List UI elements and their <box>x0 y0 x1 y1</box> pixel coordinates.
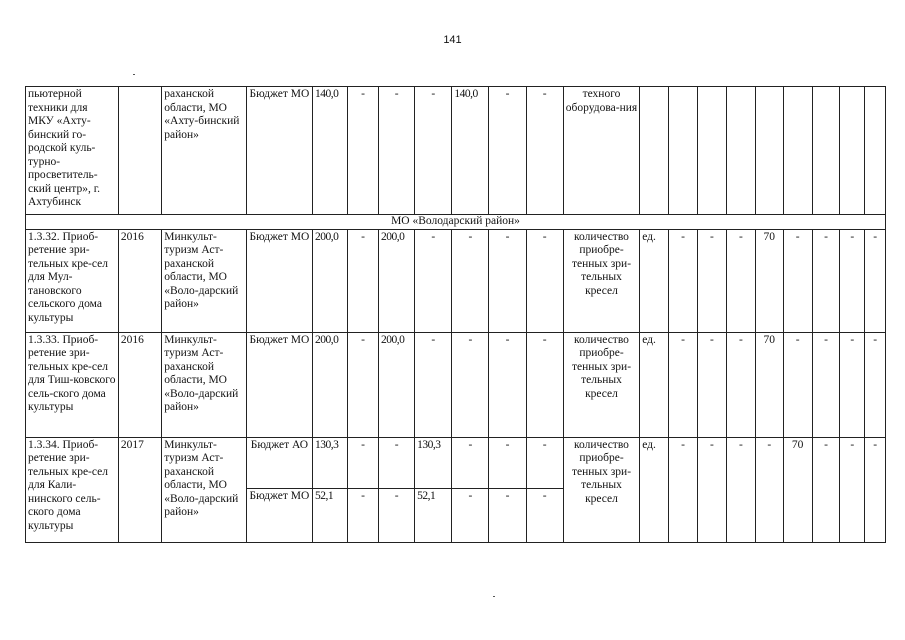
indicator-value: - <box>865 332 886 437</box>
indicator-value: - <box>865 229 886 332</box>
funding-2019: - <box>526 229 563 332</box>
indicator-name: количество приобре-тенных зри-тельных кресел <box>563 229 639 332</box>
funding-2019: - <box>526 332 563 437</box>
page-number: 141 <box>443 34 462 46</box>
indicator-value: - <box>669 332 698 437</box>
measure-name: пьютерной техники для МКУ «Ахту-бинский го-родской куль-турно-просветитель-ский центр», г. Ахтубинск <box>26 87 119 215</box>
program-table <box>25 86 886 543</box>
funding-2019: - <box>526 87 563 215</box>
indicator-value: - <box>698 437 727 542</box>
measure-executor: Минкульт-туризм Аст-раханской области, МО «Воло-дарский район» <box>162 332 247 437</box>
indicator-value: - <box>726 437 755 542</box>
indicator-unit: ед. <box>640 437 669 542</box>
measure-year: 2017 <box>118 437 161 542</box>
indicator-value: - <box>783 332 812 437</box>
funding-2018: - <box>489 332 526 437</box>
funding-2014: - <box>348 87 379 215</box>
funding-2014: - <box>348 332 379 437</box>
funding-2017: - <box>452 229 489 332</box>
section-title: МО «Володарский район» <box>26 215 886 230</box>
measure-executor: Минкульт-туризм Аст-раханской области, МО «Воло-дарский район» <box>162 437 247 542</box>
indicator-value: 70 <box>755 332 783 437</box>
indicator-name: количество приобре-тенных зри-тельных кресел <box>563 332 639 437</box>
funding-2016: - <box>415 87 452 215</box>
indicator-value: - <box>783 229 812 332</box>
measure-name: 1.3.34. Приоб-ретение зри-тельных кре-сел для Кали-нинского сель-ского дома культуры <box>26 437 119 542</box>
scan-speck <box>133 74 135 75</box>
indicator-name: техного оборудова-ния <box>563 87 639 215</box>
indicator-value: - <box>726 332 755 437</box>
indicator-value: - <box>812 332 840 437</box>
measure-executor: Минкульт-туризм Аст-раханской области, МО «Воло-дарский район» <box>162 229 247 332</box>
funding-source: Бюджет МО <box>246 87 312 215</box>
scan-speck <box>493 596 495 597</box>
indicator-value: - <box>840 229 865 332</box>
funding-total: 52,1 <box>312 488 347 542</box>
funding-2019: - <box>526 488 563 542</box>
section-row <box>26 215 886 230</box>
measure-name: 1.3.33. Приоб-ретение зри-тельных кре-сел для Тиш-ковского сель-ского дома культуры <box>26 332 119 437</box>
indicator-value: - <box>698 229 727 332</box>
funding-2018: - <box>489 437 526 488</box>
table-row <box>26 87 886 215</box>
measure-year: 2016 <box>118 229 161 332</box>
measure-year: 2016 <box>118 332 161 437</box>
measure-name: 1.3.32. Приоб-ретение зри-тельных кре-сел для Мул-тановского сельского дома культуры <box>26 229 119 332</box>
indicator-value: - <box>840 332 865 437</box>
funding-2015: 200,0 <box>379 229 415 332</box>
funding-2018: - <box>489 229 526 332</box>
indicator-name: количество приобре-тенных зри-тельных кресел <box>563 437 639 542</box>
indicator-value: 70 <box>783 437 812 542</box>
measure-executor: раханской области, МО «Ахту-бинский район» <box>162 87 247 215</box>
indicator-value: - <box>812 437 840 542</box>
funding-source: Бюджет МО <box>246 229 312 332</box>
funding-2016: 130,3 <box>415 437 452 488</box>
indicator-value: - <box>812 229 840 332</box>
funding-2014: - <box>348 229 379 332</box>
funding-2014: - <box>348 437 379 488</box>
funding-2016: - <box>415 332 452 437</box>
funding-2015: 200,0 <box>379 332 415 437</box>
indicator-value: - <box>726 229 755 332</box>
funding-2017: - <box>452 488 489 542</box>
funding-source: Бюджет МО <box>246 332 312 437</box>
funding-total: 140,0 <box>312 87 347 215</box>
funding-2017: 140,0 <box>452 87 489 215</box>
indicator-value: 70 <box>755 229 783 332</box>
table-row <box>26 437 886 488</box>
funding-2014: - <box>348 488 379 542</box>
indicator-unit: ед. <box>640 229 669 332</box>
funding-2019: - <box>526 437 563 488</box>
funding-2018: - <box>489 488 526 542</box>
table-row <box>26 332 886 437</box>
indicator-value: - <box>669 229 698 332</box>
funding-2015: - <box>379 437 415 488</box>
funding-2016: 52,1 <box>415 488 452 542</box>
funding-total: 200,0 <box>312 229 347 332</box>
indicator-value: - <box>698 332 727 437</box>
indicator-value: - <box>840 437 865 542</box>
indicator-unit: ед. <box>640 332 669 437</box>
funding-total: 130,3 <box>312 437 347 488</box>
table-row <box>26 229 886 332</box>
funding-2017: - <box>452 332 489 437</box>
indicator-value: - <box>755 437 783 542</box>
funding-source: Бюджет МО <box>246 488 312 542</box>
measure-year <box>118 87 161 215</box>
funding-2015: - <box>379 488 415 542</box>
indicator-value: - <box>669 437 698 542</box>
funding-2016: - <box>415 229 452 332</box>
indicator-value: - <box>865 437 886 542</box>
funding-2018: - <box>489 87 526 215</box>
funding-2015: - <box>379 87 415 215</box>
funding-2017: - <box>452 437 489 488</box>
funding-total: 200,0 <box>312 332 347 437</box>
funding-source: Бюджет АО <box>246 437 312 488</box>
